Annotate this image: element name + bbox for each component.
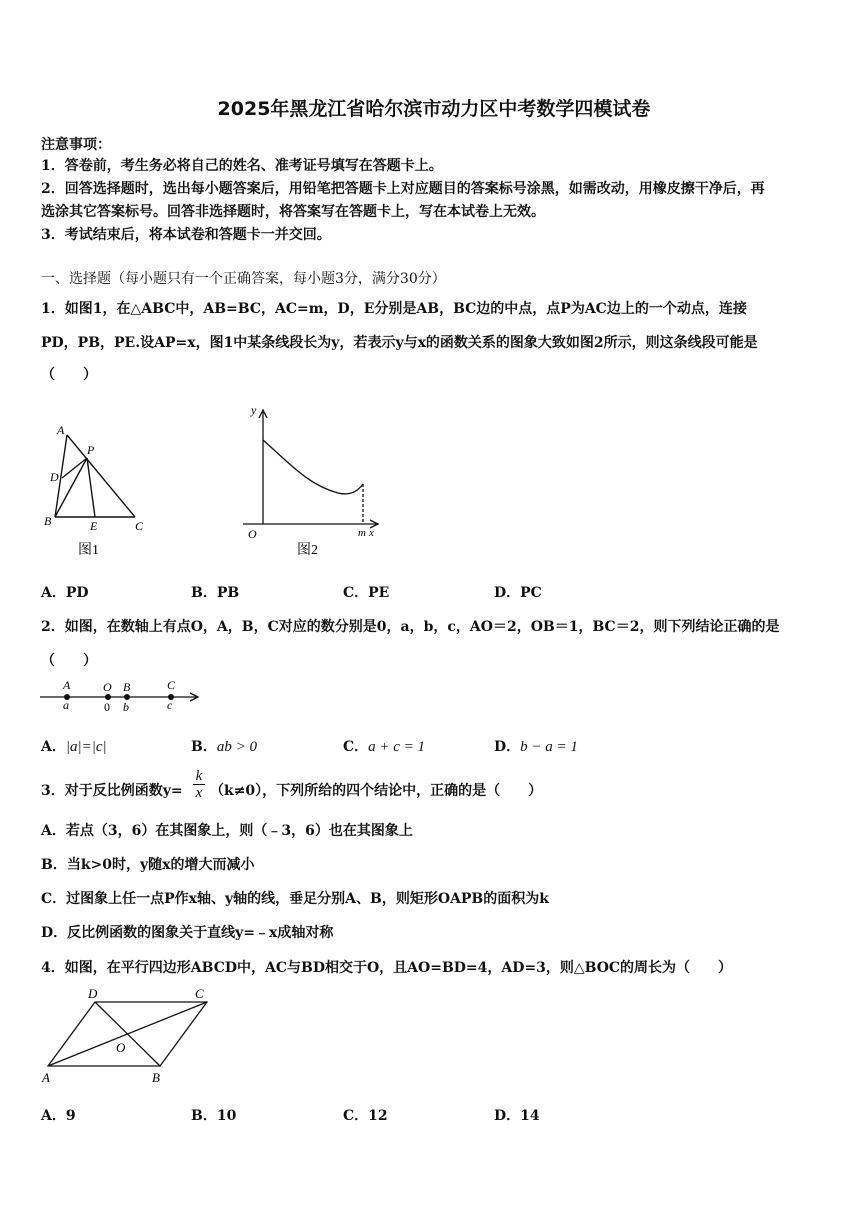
- label-b-top: B: [123, 680, 131, 694]
- q2-number-line: [38, 676, 208, 716]
- label-d: D: [88, 986, 98, 1001]
- page-title: 2025年黑龙江省哈尔滨市动力区中考数学四模试卷: [217, 98, 651, 120]
- label-a-bottom: a: [63, 698, 69, 712]
- q4-option-c: C．12: [343, 1108, 388, 1124]
- label-b: B: [152, 1070, 160, 1085]
- label-o: O: [116, 1040, 126, 1055]
- q3-post: （k≠0），下列所给的四个结论中，正确的是（ ）: [210, 783, 543, 799]
- label-a: A: [57, 423, 65, 437]
- label-c: C: [135, 519, 144, 533]
- label-e: E: [90, 519, 98, 533]
- q1-option-a: A．PD: [41, 585, 89, 601]
- q1-figure-1: [40, 420, 160, 560]
- notice-item-1: 1．答卷前，考生务必将自己的姓名、准考证号填写在答题卡上。: [41, 158, 443, 174]
- q4-line1: 4．如图，在平行四边形ABCD中，AC与BD相交于O，且AO=BD=4，AD=3，则△BOC的周长为（ ）: [41, 960, 733, 976]
- q2-option-b-expr: ab > 0: [216, 739, 257, 755]
- q1-blank: （ ）: [41, 367, 97, 383]
- q3-fraction: [192, 768, 206, 801]
- q2-option-d-expr: b − a = 1: [520, 739, 578, 755]
- label-o-top: O: [103, 680, 112, 694]
- label-c: C: [195, 986, 204, 1001]
- fig2-caption: 图2: [297, 543, 318, 558]
- q2-option-b-label: B．: [191, 739, 217, 755]
- label-c-top: C: [167, 678, 176, 692]
- q2-option-b: [191, 736, 257, 756]
- q2-option-d: [494, 736, 578, 756]
- notice-item-2: 2．回答选择题时，选出每小题答案后，用铅笔把答题卡上对应题目的答案标号涂黑，如需改动，用橡皮擦干净后，再: [41, 181, 765, 197]
- q4-option-d: D．14: [494, 1108, 540, 1124]
- label-x: x: [369, 527, 374, 539]
- q2-option-c-label: C．: [343, 739, 369, 755]
- q4-figure: [40, 984, 215, 1090]
- diagonal-bd: [95, 1002, 160, 1066]
- notice-item-2-cont: 选涂其它答案标号。回答非选择题时，将答案写在答题卡上，写在本试卷上无效。: [41, 204, 545, 220]
- label-d: D: [50, 470, 59, 484]
- fig1-caption: 图1: [78, 543, 99, 558]
- label-m: m: [358, 527, 366, 539]
- q2-option-a-label: A．: [41, 739, 66, 755]
- q3-option-a: A．若点（3，6）在其图象上，则（﹣3，6）也在其图象上: [41, 823, 413, 839]
- function-curve: [263, 440, 363, 494]
- label-a: A: [42, 1070, 50, 1085]
- q3-pre: 3．对于反比例函数y=: [41, 783, 183, 799]
- q3-frac-den: x: [195, 785, 203, 801]
- q1-option-c: C．PE: [343, 585, 390, 601]
- segment-pd: [62, 458, 87, 478]
- q2-line1: 2．如图，在数轴上有点O，A，B，C对应的数分别是0，a，b，c，AO＝2，OB＝1，BC＝2，则下列结论正确的是: [41, 619, 780, 635]
- q1-line1: 1．如图1，在△ABC中，AB=BC，AC=m，D，E分别是AB，BC边的中点，点P为AC边上的一个动点，连接: [41, 301, 747, 317]
- label-y: y: [251, 403, 257, 417]
- q1-option-b: B．PB: [191, 585, 240, 601]
- q3-frac-num: k: [195, 768, 203, 784]
- notice-item-3: 3．考试结束后，将本试卷和答题卡一并交回。: [41, 227, 331, 243]
- q1-line2: PD，PB，PE.设AP=x，图1中某条线段长为y，若表示y与x的函数关系的图象大致如图2所示，则这条线段可能是: [41, 335, 758, 351]
- q4-option-b: B．10: [191, 1108, 237, 1124]
- q2-option-c: [343, 736, 425, 756]
- q2-option-c-expr: a + c = 1: [368, 739, 426, 755]
- q1-figure-2: [238, 400, 388, 565]
- label-c-bottom: c: [167, 698, 173, 712]
- label-p: P: [87, 443, 95, 457]
- q4-option-a: A．9: [41, 1108, 76, 1124]
- notice-heading: 注意事项：: [41, 137, 111, 153]
- section-heading: 一、选择题（每小题只有一个正确答案，每小题3分，满分30分）: [41, 271, 446, 287]
- label-o: O: [248, 527, 257, 541]
- q3-option-d: D．反比例函数的图象关于直线y=﹣x成轴对称: [41, 925, 334, 941]
- q3-option-b: B．当k>0时，y随x的增大而减小: [41, 857, 255, 873]
- q2-option-d-label: D．: [494, 739, 521, 755]
- label-b: B: [44, 514, 52, 528]
- q2-blank: （ ）: [41, 653, 97, 669]
- label-o-bottom: 0: [104, 700, 110, 714]
- label-b-bottom: b: [123, 700, 129, 714]
- label-a-top: A: [63, 678, 71, 692]
- q3-option-c: C．过图象上任一点P作x轴、y轴的线，垂足分别A、B，则矩形OAPB的面积为k: [41, 891, 549, 907]
- q2-option-a-expr: |a|=|c|: [65, 739, 107, 755]
- q1-option-d: D．PC: [494, 585, 542, 601]
- q2-option-a: [41, 736, 107, 756]
